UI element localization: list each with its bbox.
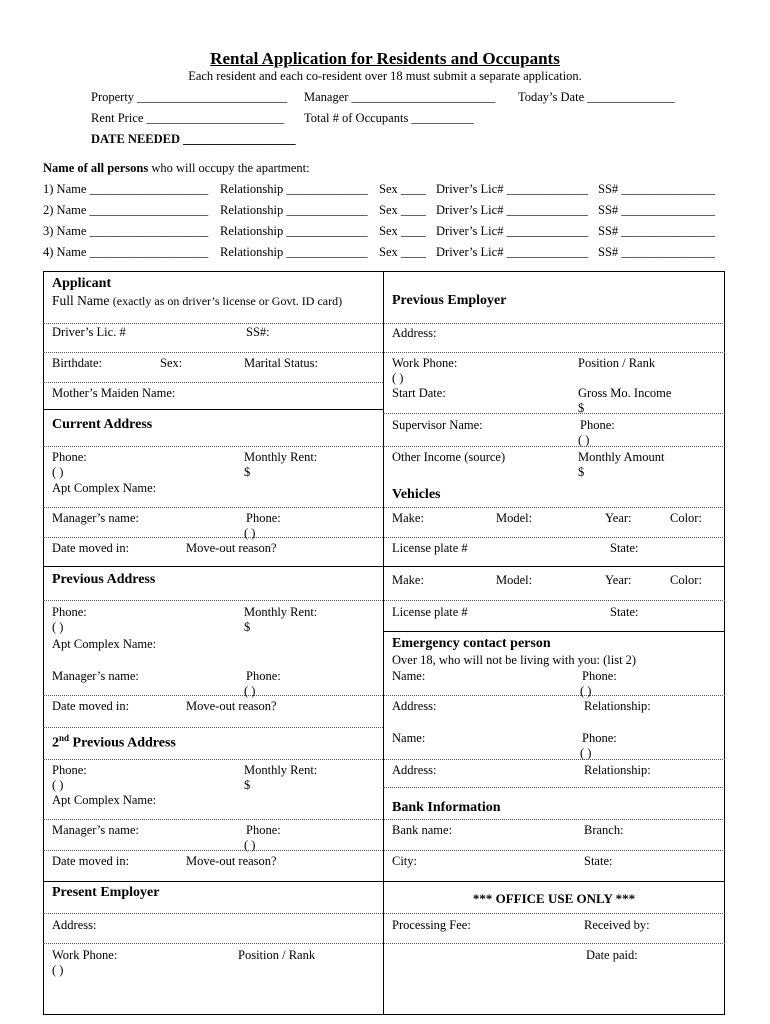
divider bbox=[43, 850, 725, 851]
emergency-2-relationship[interactable]: Relationship: bbox=[584, 763, 651, 777]
bank-state-field[interactable]: State: bbox=[584, 854, 613, 868]
current-phone-field[interactable]: Phone: bbox=[52, 450, 87, 464]
emergency-2-phone-paren: ( ) bbox=[580, 746, 592, 760]
emergency-1-phone[interactable]: Phone: bbox=[582, 669, 617, 683]
occupant-4-relationship[interactable]: Relationship _____________ bbox=[220, 245, 368, 259]
occupants-heading-bold: Name of all persons bbox=[43, 161, 149, 175]
vehicle-1-plate[interactable]: License plate # bbox=[392, 541, 468, 555]
prev2-manager-phone-paren: ( ) bbox=[244, 838, 256, 852]
current-date-moved-field[interactable]: Date moved in: bbox=[52, 541, 130, 555]
bank-info-heading: Bank Information bbox=[392, 800, 501, 815]
date-paid-field[interactable]: Date paid: bbox=[586, 948, 638, 962]
occupant-3-sex[interactable]: Sex ____ bbox=[379, 224, 426, 238]
prev-date-moved-field[interactable]: Date moved in: bbox=[52, 699, 130, 713]
supervisor-phone-paren: ( ) bbox=[578, 433, 590, 447]
prev2-rent-dollar: $ bbox=[244, 778, 251, 792]
divider bbox=[43, 323, 725, 324]
occupant-1-license[interactable]: Driver’s Lic# _____________ bbox=[436, 182, 588, 196]
prev-employer-position-field[interactable]: Position / Rank bbox=[578, 356, 656, 370]
emergency-2-name[interactable]: Name: bbox=[392, 731, 426, 745]
current-manager-phone-paren: ( ) bbox=[244, 526, 256, 540]
date-needed-field[interactable]: DATE NEEDED __________________ bbox=[91, 132, 296, 146]
occupant-2-name[interactable]: 2) Name ___________________ bbox=[43, 203, 209, 217]
gross-income-field[interactable]: Gross Mo. Income bbox=[578, 386, 672, 400]
divider bbox=[43, 537, 725, 538]
divider bbox=[43, 507, 725, 508]
occupant-3-license[interactable]: Driver’s Lic# _____________ bbox=[436, 224, 588, 238]
property-field[interactable]: Property ________________________ bbox=[91, 90, 288, 104]
second-prev-num: 2 bbox=[52, 735, 59, 751]
second-previous-address-heading bbox=[52, 730, 176, 752]
current-address-heading: Current Address bbox=[52, 417, 153, 432]
occupants-heading-rest: who will occupy the apartment: bbox=[148, 161, 310, 175]
divider bbox=[43, 727, 383, 728]
current-phone-paren: ( ) bbox=[52, 465, 64, 479]
full-name-note: (exactly as on driver’s license or Govt. ID card) bbox=[112, 294, 343, 308]
emergency-1-relationship[interactable]: Relationship: bbox=[584, 699, 651, 713]
prev-employer-phone-field[interactable]: Work Phone: bbox=[392, 356, 458, 370]
occupant-1-ss[interactable]: SS# _______________ bbox=[598, 182, 716, 196]
prev2-date-moved-field[interactable]: Date moved in: bbox=[52, 854, 130, 868]
employer-work-phone-field[interactable]: Work Phone: bbox=[52, 948, 118, 962]
received-by-field[interactable]: Received by: bbox=[584, 918, 650, 932]
prev-manager-phone-field[interactable]: Phone: bbox=[246, 669, 281, 683]
emergency-1-address[interactable]: Address: bbox=[392, 699, 437, 713]
current-rent-dollar: $ bbox=[244, 465, 251, 479]
prev2-move-out-field[interactable]: Move-out reason? bbox=[186, 854, 277, 868]
divider bbox=[43, 881, 725, 882]
todays-date-field[interactable]: Today’s Date ______________ bbox=[518, 90, 675, 104]
birthdate-field[interactable]: Birthdate: bbox=[52, 356, 102, 370]
previous-employer-heading: Previous Employer bbox=[392, 293, 507, 308]
office-use-heading: *** OFFICE USE ONLY *** bbox=[472, 891, 636, 906]
prev2-apt-complex-field[interactable]: Apt Complex Name: bbox=[52, 793, 157, 807]
full-name-label[interactable] bbox=[52, 294, 342, 308]
current-rent-field[interactable]: Monthly Rent: bbox=[244, 450, 318, 464]
applicant-ss-field[interactable]: SS#: bbox=[246, 325, 270, 339]
occupant-2-ss[interactable]: SS# _______________ bbox=[598, 203, 716, 217]
divider bbox=[43, 352, 725, 353]
occupant-2-relationship[interactable]: Relationship _____________ bbox=[220, 203, 368, 217]
processing-fee-field[interactable]: Processing Fee: bbox=[392, 918, 471, 932]
vehicle-1-year[interactable]: Year: bbox=[605, 511, 632, 525]
vehicle-2-year[interactable]: Year: bbox=[605, 573, 632, 587]
emergency-note: Over 18, who will not be living with you: (list 2) bbox=[392, 653, 637, 667]
prev-manager-field[interactable]: Manager’s name: bbox=[52, 669, 139, 683]
divider bbox=[43, 446, 383, 447]
supervisor-field[interactable]: Supervisor Name: bbox=[392, 418, 483, 432]
occupant-4-ss[interactable]: SS# _______________ bbox=[598, 245, 716, 259]
occupant-4-name[interactable]: 4) Name ___________________ bbox=[43, 245, 209, 259]
occupant-1-relationship[interactable]: Relationship _____________ bbox=[220, 182, 368, 196]
divider bbox=[43, 382, 383, 383]
prev-phone-paren: ( ) bbox=[52, 620, 64, 634]
divider bbox=[43, 943, 725, 944]
occupants-heading bbox=[43, 161, 310, 175]
marital-status-field[interactable]: Marital Status: bbox=[244, 356, 318, 370]
vehicle-2-plate[interactable]: License plate # bbox=[392, 605, 468, 619]
vehicle-1-color[interactable]: Color: bbox=[670, 511, 702, 525]
occupant-3-ss[interactable]: SS# _______________ bbox=[598, 224, 716, 238]
occupant-2-license[interactable]: Driver’s Lic# _____________ bbox=[436, 203, 588, 217]
supervisor-phone-field[interactable]: Phone: bbox=[580, 418, 615, 432]
divider bbox=[43, 759, 725, 760]
page-title: Rental Application for Residents and Occupants bbox=[210, 49, 560, 68]
divider bbox=[43, 409, 383, 410]
prev-rent-dollar: $ bbox=[244, 620, 251, 634]
prev-employer-address-field[interactable]: Address: bbox=[392, 326, 437, 340]
bank-city-field[interactable]: City: bbox=[392, 854, 418, 868]
vehicles-heading: Vehicles bbox=[392, 487, 441, 502]
current-move-out-field[interactable]: Move-out reason? bbox=[186, 541, 277, 555]
sex-field[interactable]: Sex: bbox=[160, 356, 183, 370]
vehicle-2-make[interactable]: Make: bbox=[392, 573, 424, 587]
divider bbox=[43, 819, 725, 820]
emergency-2-address[interactable]: Address: bbox=[392, 763, 437, 777]
occupant-1-name[interactable]: 1) Name ___________________ bbox=[43, 182, 209, 196]
divider bbox=[43, 913, 725, 914]
applicant-heading: Applicant bbox=[52, 276, 112, 291]
prev-rent-field[interactable]: Monthly Rent: bbox=[244, 605, 318, 619]
divider bbox=[43, 695, 725, 696]
vehicle-1-model[interactable]: Model: bbox=[496, 511, 533, 525]
drivers-lic-field[interactable]: Driver’s Lic. # bbox=[52, 325, 126, 339]
prev2-manager-phone-field[interactable]: Phone: bbox=[246, 823, 281, 837]
bank-name-field[interactable]: Bank name: bbox=[392, 823, 453, 837]
occupant-2-sex[interactable]: Sex ____ bbox=[379, 203, 426, 217]
maiden-name-field[interactable]: Mother’s Maiden Name: bbox=[52, 386, 176, 400]
second-prev-sup: nd bbox=[59, 733, 70, 743]
divider bbox=[43, 566, 725, 567]
prev2-phone-paren: ( ) bbox=[52, 778, 64, 792]
other-income-field[interactable]: Other Income (source) bbox=[392, 450, 506, 464]
prev2-manager-field[interactable]: Manager’s name: bbox=[52, 823, 139, 837]
occupants-field[interactable]: Total # of Occupants __________ bbox=[304, 111, 474, 125]
prev-phone-field[interactable]: Phone: bbox=[52, 605, 87, 619]
emergency-1-phone-paren: ( ) bbox=[580, 684, 592, 698]
divider bbox=[383, 787, 725, 788]
vehicle-2-state[interactable]: State: bbox=[610, 605, 639, 619]
occupant-3-name[interactable]: 3) Name ___________________ bbox=[43, 224, 209, 238]
current-manager-phone-field[interactable]: Phone: bbox=[246, 511, 281, 525]
vehicle-2-model[interactable]: Model: bbox=[496, 573, 533, 587]
current-apt-complex-field[interactable]: Apt Complex Name: bbox=[52, 481, 157, 495]
bank-branch-field[interactable]: Branch: bbox=[584, 823, 624, 837]
rent-price-field[interactable]: Rent Price ______________________ bbox=[91, 111, 285, 125]
emergency-heading: Emergency contact person bbox=[392, 636, 551, 651]
divider bbox=[383, 446, 725, 447]
vehicle-2-color[interactable]: Color: bbox=[670, 573, 702, 587]
second-prev-rest: Previous Address bbox=[69, 735, 176, 751]
gross-income-dollar: $ bbox=[578, 401, 585, 415]
page-subtitle: Each resident and each co-resident over 18 must submit a separate application. bbox=[188, 69, 582, 83]
vehicle-1-state[interactable]: State: bbox=[610, 541, 639, 555]
occupant-4-license[interactable]: Driver’s Lic# _____________ bbox=[436, 245, 588, 259]
emergency-2-phone[interactable]: Phone: bbox=[582, 731, 617, 745]
monthly-amount-field[interactable]: Monthly Amount bbox=[578, 450, 665, 464]
prev-move-out-field[interactable]: Move-out reason? bbox=[186, 699, 277, 713]
prev-employer-phone-paren: ( ) bbox=[392, 371, 404, 385]
divider bbox=[383, 413, 725, 414]
divider bbox=[43, 600, 725, 601]
occupant-4-sex[interactable]: Sex ____ bbox=[379, 245, 426, 259]
start-date-field[interactable]: Start Date: bbox=[392, 386, 446, 400]
prev2-phone-field[interactable]: Phone: bbox=[52, 763, 87, 777]
current-manager-field[interactable]: Manager’s name: bbox=[52, 511, 139, 525]
employer-address-field[interactable]: Address: bbox=[52, 918, 97, 932]
employer-work-phone-paren: ( ) bbox=[52, 963, 64, 977]
occupant-3-relationship[interactable]: Relationship _____________ bbox=[220, 224, 368, 238]
manager-field[interactable]: Manager _______________________ bbox=[304, 90, 496, 104]
vehicle-1-make[interactable]: Make: bbox=[392, 511, 424, 525]
prev-apt-complex-field[interactable]: Apt Complex Name: bbox=[52, 637, 157, 651]
prev-manager-phone-paren: ( ) bbox=[244, 684, 256, 698]
employer-position-field[interactable]: Position / Rank bbox=[238, 948, 316, 962]
divider bbox=[383, 631, 725, 632]
prev2-rent-field[interactable]: Monthly Rent: bbox=[244, 763, 318, 777]
emergency-1-name[interactable]: Name: bbox=[392, 669, 426, 683]
present-employer-heading: Present Employer bbox=[52, 885, 160, 900]
full-name-text: Full Name bbox=[52, 293, 110, 308]
previous-address-heading: Previous Address bbox=[52, 572, 156, 587]
occupant-1-sex[interactable]: Sex ____ bbox=[379, 182, 426, 196]
monthly-amount-dollar: $ bbox=[578, 465, 585, 479]
